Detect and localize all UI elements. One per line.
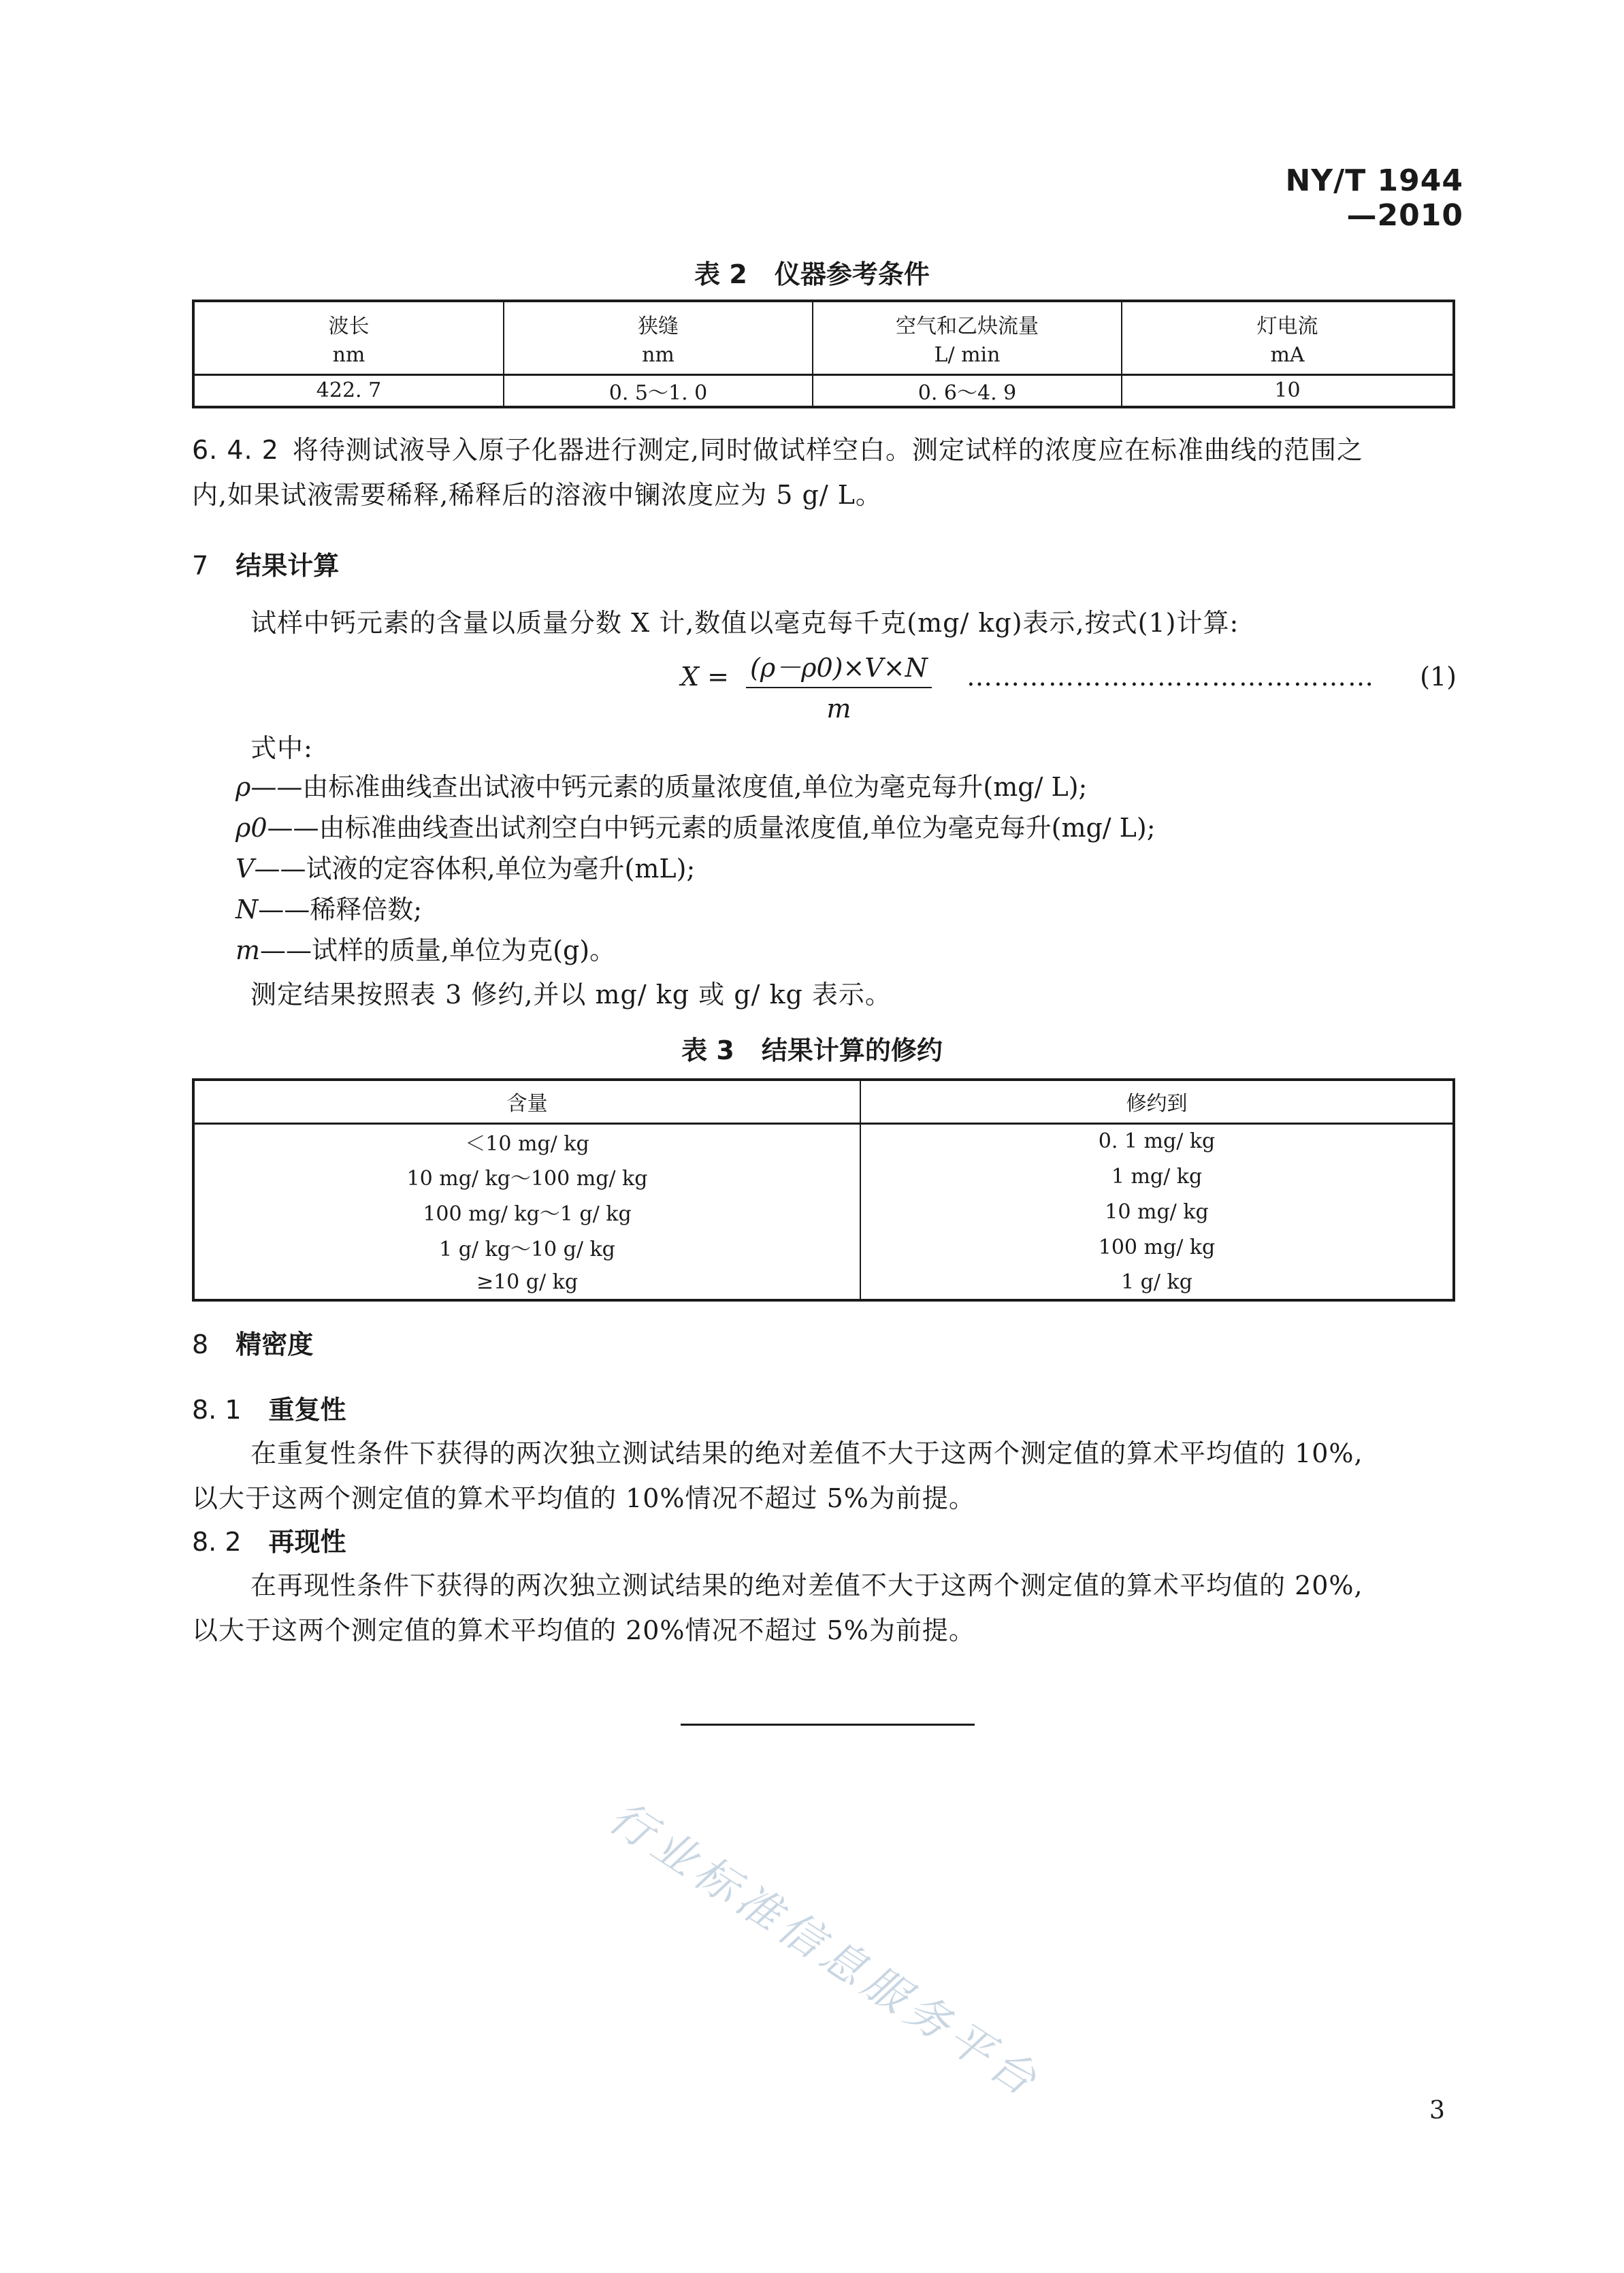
table2-cell: 0. 6～4. 9 xyxy=(813,374,1122,407)
table2-row xyxy=(193,374,1454,407)
rounding-note: 测定结果按照表 3 修约,并以 mg/ kg 或 g/ kg 表示。 xyxy=(250,980,892,1010)
paragraph-line: 以大于这两个测定值的算术平均值的 10%情况不超过 5%为前提。 xyxy=(192,1483,975,1513)
table2 xyxy=(192,300,1455,408)
table2-caption xyxy=(0,253,1624,291)
section-title: 精密度 xyxy=(236,1329,314,1359)
paragraph-6-4-2 xyxy=(192,428,1465,517)
table3-cell: 100 mg/ kg xyxy=(860,1229,1454,1265)
table3-number: 表 3 xyxy=(681,1035,734,1065)
table3-row xyxy=(193,1229,1454,1265)
section-number: 6. 4. 2 xyxy=(192,435,279,465)
formula-1 xyxy=(681,647,1470,722)
table3-header-cell: 含量 xyxy=(193,1080,860,1123)
table2-header-cell: 狭缝 nm xyxy=(504,301,813,374)
variable-item: V——试液的定容体积,单位为毫升(mL); xyxy=(236,854,696,884)
section-7-heading xyxy=(192,545,339,582)
table3-cell: ≥10 g/ kg xyxy=(476,1270,579,1294)
section-number: 8. 1 xyxy=(192,1395,242,1425)
formula-leader-dots: ……………………………………… xyxy=(967,662,1375,692)
table2-number: 表 2 xyxy=(694,259,747,289)
paragraph-line: 以大于这两个测定值的算术平均值的 20%情况不超过 5%为前提。 xyxy=(192,1615,975,1645)
section-8-heading xyxy=(192,1323,313,1361)
table3-cell: 1 mg/ kg xyxy=(860,1159,1454,1194)
formula-fraction xyxy=(746,647,932,724)
section-title: 再现性 xyxy=(268,1527,346,1557)
standard-code: NY/T 1944—2010 xyxy=(1285,163,1463,233)
variable-item: N——稀释倍数; xyxy=(236,894,423,924)
page-number: 3 xyxy=(1429,2097,1445,2125)
table3-cell: 100 mg/ kg～1 g/ kg xyxy=(423,1202,632,1226)
variable-item: ρ0——由标准曲线查出试剂空白中钙元素的质量浓度值,单位为毫克每升(mg/ L); xyxy=(236,813,1156,843)
variable-list xyxy=(236,767,1461,971)
table3-cell: 1 g/ kg xyxy=(860,1265,1454,1300)
formula-number: (1) xyxy=(1420,662,1457,692)
table3-cell: 10 mg/ kg xyxy=(860,1194,1454,1229)
section-8-1-heading xyxy=(192,1389,346,1426)
table2-cell: 0. 5～1. 0 xyxy=(504,374,813,407)
section-8-1-text xyxy=(192,1431,1472,1521)
table2-header-cell: 波长 nm xyxy=(193,301,504,374)
table3-title: 结果计算的修约 xyxy=(761,1035,943,1065)
table2-cell: 10 xyxy=(1122,374,1454,407)
table3-row xyxy=(193,1159,1454,1194)
table2-header-cell: 灯电流 mA xyxy=(1122,301,1454,374)
watermark: 行业标准信息服务平台 xyxy=(600,1792,1050,2109)
paragraph-line: 在再现性条件下获得的两次独立测试结果的绝对差值不大于这两个测定值的算术平均值的 20%, xyxy=(250,1570,1363,1600)
table3-row xyxy=(193,1265,1454,1300)
table3-header-row xyxy=(193,1080,1454,1123)
where-label: 式中: xyxy=(250,733,313,763)
table3-cell: 1 g/ kg～10 g/ kg xyxy=(439,1238,615,1261)
section-number: 7 xyxy=(192,551,209,581)
section-title: 结果计算 xyxy=(236,551,340,581)
table2-cell: 422. 7 xyxy=(316,378,382,403)
table3-header-cell: 修约到 xyxy=(860,1080,1454,1123)
table2-header-row xyxy=(193,301,1454,374)
formula-denominator: m xyxy=(826,694,851,724)
section-number: 8. 2 xyxy=(192,1527,242,1557)
formula-numerator: (ρ－ρ0)×V×N xyxy=(746,647,932,688)
table3-cell: ＜10 mg/ kg xyxy=(465,1131,589,1156)
section-number: 8 xyxy=(192,1329,209,1359)
variable-item: ρ——由标准曲线查出试液中钙元素的质量浓度值,单位为毫克每升(mg/ L); xyxy=(236,772,1088,802)
table3-cell: 0. 1 mg/ kg xyxy=(860,1123,1454,1159)
section-title: 重复性 xyxy=(268,1395,346,1425)
section-7-intro: 试样中钙元素的含量以质量分数 X 计,数值以毫克每千克(mg/ kg)表示,按式(1)计算: xyxy=(250,608,1239,638)
table3-cell: 10 mg/ kg～100 mg/ kg xyxy=(406,1167,648,1191)
end-rule xyxy=(681,1724,975,1726)
table3-row xyxy=(193,1123,1454,1159)
section-8-2-heading xyxy=(192,1521,346,1558)
paragraph-line: 将待测试液导入原子化器进行测定,同时做试样空白。测定试样的浓度应在标准曲线的范围之 xyxy=(292,435,1363,465)
table3 xyxy=(192,1078,1455,1302)
formula-lhs: X = xyxy=(681,662,729,692)
paragraph-line: 在重复性条件下获得的两次独立测试结果的绝对差值不大于这两个测定值的算术平均值的 10%, xyxy=(250,1438,1363,1468)
table2-header-cell: 空气和乙炔流量 L/ min xyxy=(813,301,1122,374)
paragraph-line: 内,如果试液需要稀释,稀释后的溶液中镧浓度应为 5 g/ L。 xyxy=(192,480,882,510)
variable-item: m——试样的质量,单位为克(g)。 xyxy=(236,935,616,965)
table2-title: 仪器参考条件 xyxy=(774,259,930,289)
table3-row xyxy=(193,1194,1454,1229)
table3-caption xyxy=(0,1029,1624,1067)
section-8-2-text xyxy=(192,1563,1472,1653)
